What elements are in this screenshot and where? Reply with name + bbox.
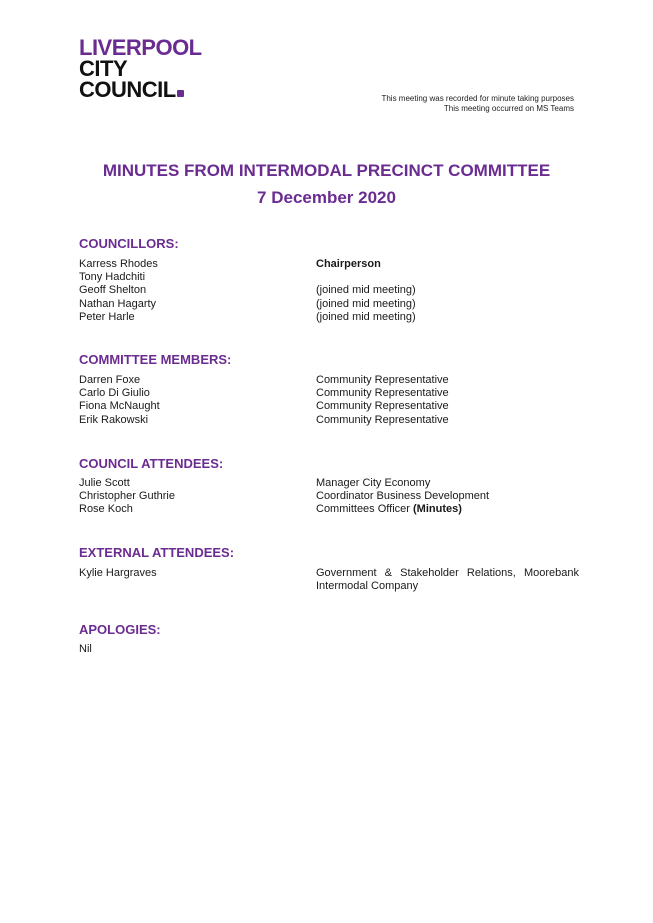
council-attendees-list <box>79 477 579 517</box>
attendee-role: Government & Stakeholder Relations, Moorebank Intermodal Company <box>316 567 579 593</box>
logo-line-3-text: COUNCIL <box>79 77 176 102</box>
recording-note <box>381 94 574 114</box>
attendee-name: Erik Rakowski <box>79 413 149 426</box>
attendee-role: (joined mid meeting) <box>316 284 416 297</box>
attendee-role: (joined mid meeting) <box>316 297 416 310</box>
attendee-name: Carlo Di Giulio <box>79 387 150 400</box>
list-item <box>79 400 579 413</box>
attendee-name: Christopher Guthrie <box>79 490 175 503</box>
list-item <box>79 490 579 503</box>
attendee-role: Community Representative <box>316 400 449 413</box>
attendee-name: Darren Foxe <box>79 374 141 386</box>
external-attendees-heading: EXTERNAL ATTENDEES: <box>79 545 235 560</box>
list-item <box>79 567 579 593</box>
committee-members-heading: COMMITTEE MEMBERS: <box>79 352 232 367</box>
logo-line-3 <box>79 79 202 100</box>
committee-members-list <box>79 374 579 427</box>
recording-note-line-2: This meeting occurred on MS Teams <box>443 104 574 113</box>
attendee-role: Manager City Economy <box>316 477 431 489</box>
logo-dot-icon <box>177 90 184 97</box>
attendee-role <box>316 271 579 284</box>
attendee-role <box>316 503 579 516</box>
attendee-name: Tony Hadchiti <box>79 271 146 284</box>
recording-note-line-1: This meeting was recorded for minute taking purposes <box>381 94 574 103</box>
attendee-role-suffix: (Minutes) <box>413 503 462 516</box>
attendee-name: Karress Rhodes <box>79 258 158 270</box>
list-item <box>79 258 579 271</box>
external-attendees-list <box>79 567 579 593</box>
logo-line-2: CITY <box>79 56 128 81</box>
attendee-name: Kylie Hargraves <box>79 567 157 579</box>
attendee-name: Geoff Shelton <box>79 284 147 297</box>
councillors-list <box>79 258 579 324</box>
list-item <box>79 271 579 284</box>
list-item <box>79 414 579 427</box>
council-attendees-heading: COUNCIL ATTENDEES: <box>79 456 224 471</box>
attendee-role: Community Representative <box>316 374 449 386</box>
list-item <box>79 477 579 490</box>
liverpool-city-council-logo <box>79 37 202 100</box>
attendee-name: Julie Scott <box>79 477 130 489</box>
list-item <box>79 284 579 297</box>
councillors-heading: COUNCILLORS: <box>79 236 179 251</box>
document-title: MINUTES FROM INTERMODAL PRECINCT COMMITTEE <box>102 161 551 180</box>
apologies-list <box>79 643 579 656</box>
list-item <box>79 387 579 400</box>
attendee-name: Fiona McNaught <box>79 400 160 413</box>
attendee-name: Peter Harle <box>79 310 135 323</box>
apologies-text: Nil <box>79 643 92 655</box>
meeting-date: 7 December 2020 <box>257 188 396 207</box>
attendee-name: Rose Koch <box>79 503 133 516</box>
attendee-role: Community Representative <box>316 387 449 400</box>
logo-line-1: LIVERPOOL <box>79 35 202 60</box>
list-item <box>79 374 579 387</box>
attendee-role: (joined mid meeting) <box>316 310 416 323</box>
attendee-role-text: Committees Officer <box>316 503 410 516</box>
attendee-role: Coordinator Business Development <box>316 490 490 503</box>
apologies-heading: APOLOGIES: <box>79 622 161 637</box>
list-item <box>79 298 579 311</box>
list-item <box>79 311 579 324</box>
attendee-role: Chairperson <box>316 258 381 270</box>
list-item <box>79 503 579 516</box>
attendee-name: Nathan Hagarty <box>79 297 157 310</box>
attendee-role: Community Representative <box>316 413 449 426</box>
